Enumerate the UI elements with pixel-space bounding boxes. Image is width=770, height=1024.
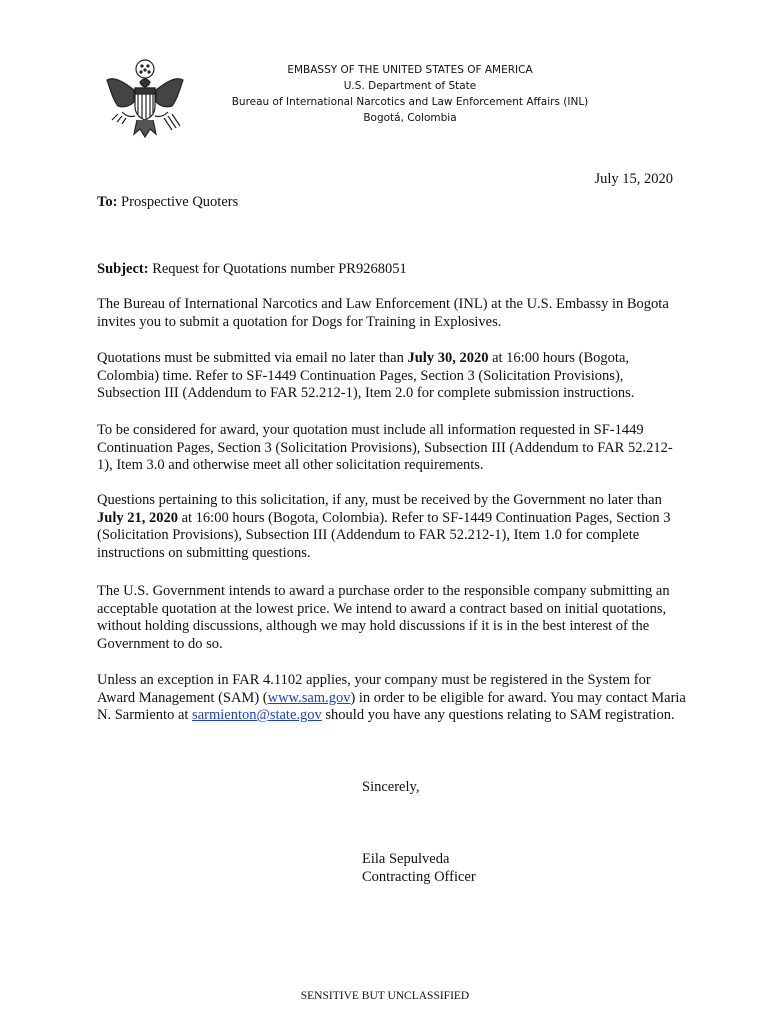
subject-label: Subject:: [97, 261, 149, 277]
paragraph-questions: [97, 492, 687, 562]
questions-deadline-date: July 21, 2020: [97, 509, 178, 526]
contact-email-link[interactable]: sarmienton@state.gov: [192, 707, 322, 724]
paragraph-sam-text-c: should you have any questions relating to SAM registration.: [321, 707, 675, 724]
recipient-value: Prospective Quoters: [117, 194, 239, 210]
letterhead-embassy: EMBASSY OF THE UNITED STATES OF AMERICA: [287, 64, 533, 76]
sam-website-link[interactable]: www.sam.gov: [267, 689, 351, 706]
paragraph-award-requirements: To be considered for award, your quotation must include all information requested in SF-1449 Continuation Pages, Section 3 (Solicitation Provisions), Subsection III (Addendum to FAR 52.212-1), Item 3.0 and otherwise meet all other solicitation requirements.: [97, 422, 673, 474]
paragraph-intro: The Bureau of International Narcotics and Law Enforcement (INL) at the U.S. Embassy in Bogota invites you to submit a quotation for Dogs for Training in Explosives.: [97, 296, 669, 330]
subject-value: Request for Quotations number PR9268051: [148, 261, 407, 277]
classification-footer: SENSITIVE BUT UNCLASSIFIED: [300, 990, 470, 1002]
letter-date: July 15, 2020: [594, 171, 673, 187]
closing: Sincerely,: [362, 779, 420, 795]
paragraph-questions-text-a: Questions pertaining to this solicitation, if any, must be received by the Government no later than: [97, 492, 662, 508]
quotation-deadline-date: July 30, 2020: [407, 350, 489, 366]
subject-line: [97, 261, 407, 278]
paragraph-sam-text-b: ) in order to be eligible for award. You may contact Maria N. Sarmiento at: [97, 689, 686, 724]
letterhead: [200, 62, 620, 126]
signer-name: Eila Sepulveda: [362, 851, 450, 867]
letterhead-location: Bogotá, Colombia: [363, 112, 457, 124]
paragraph-questions-text-c: at 16:00 hours (Bogota, Colombia). Refer to SF-1449 Continuation Pages, Section 3 (Solicitation Provisions), Subsection III (Addendum to FAR 52.212-1), Item 1.0 for complete instructions on submitting questions.: [97, 509, 671, 561]
signer-title: Contracting Officer: [362, 869, 476, 885]
paragraph-deadline-text-c: at 16:00 hours (Bogota, Colombia) time. Refer to SF-1449 Continuation Pages, Section 3 (Solicitation Provisions), Subsection III (Addendum to FAR 52.212-1), Item 2.0 for complete submission instructions.: [97, 350, 635, 402]
recipient-label: To:: [97, 194, 118, 210]
letterhead-bureau: Bureau of International Narcotics and Law Enforcement Affairs (INL): [231, 96, 589, 108]
paragraph-sam-registration: [97, 672, 687, 725]
signature-block: [362, 850, 476, 886]
great-seal-icon: [104, 56, 186, 140]
paragraph-deadline: [97, 350, 687, 403]
paragraph-award-intent: The U.S. Government intends to award a purchase order to the responsible company submitting an acceptable quotation at the lowest price. We intend to award a contract based on initial quotations, without holding discussions, although we may hold discussions if it is in the best interest of the Government to do so.: [97, 583, 670, 652]
paragraph-sam-text-a: Unless an exception in FAR 4.1102 applies, your company must be registered in the System for Award Management (SAM) (: [97, 672, 651, 706]
recipient-line: [97, 194, 238, 211]
letterhead-department: U.S. Department of State: [343, 80, 477, 92]
paragraph-deadline-text-a: Quotations must be submitted via email no later than: [97, 350, 408, 366]
